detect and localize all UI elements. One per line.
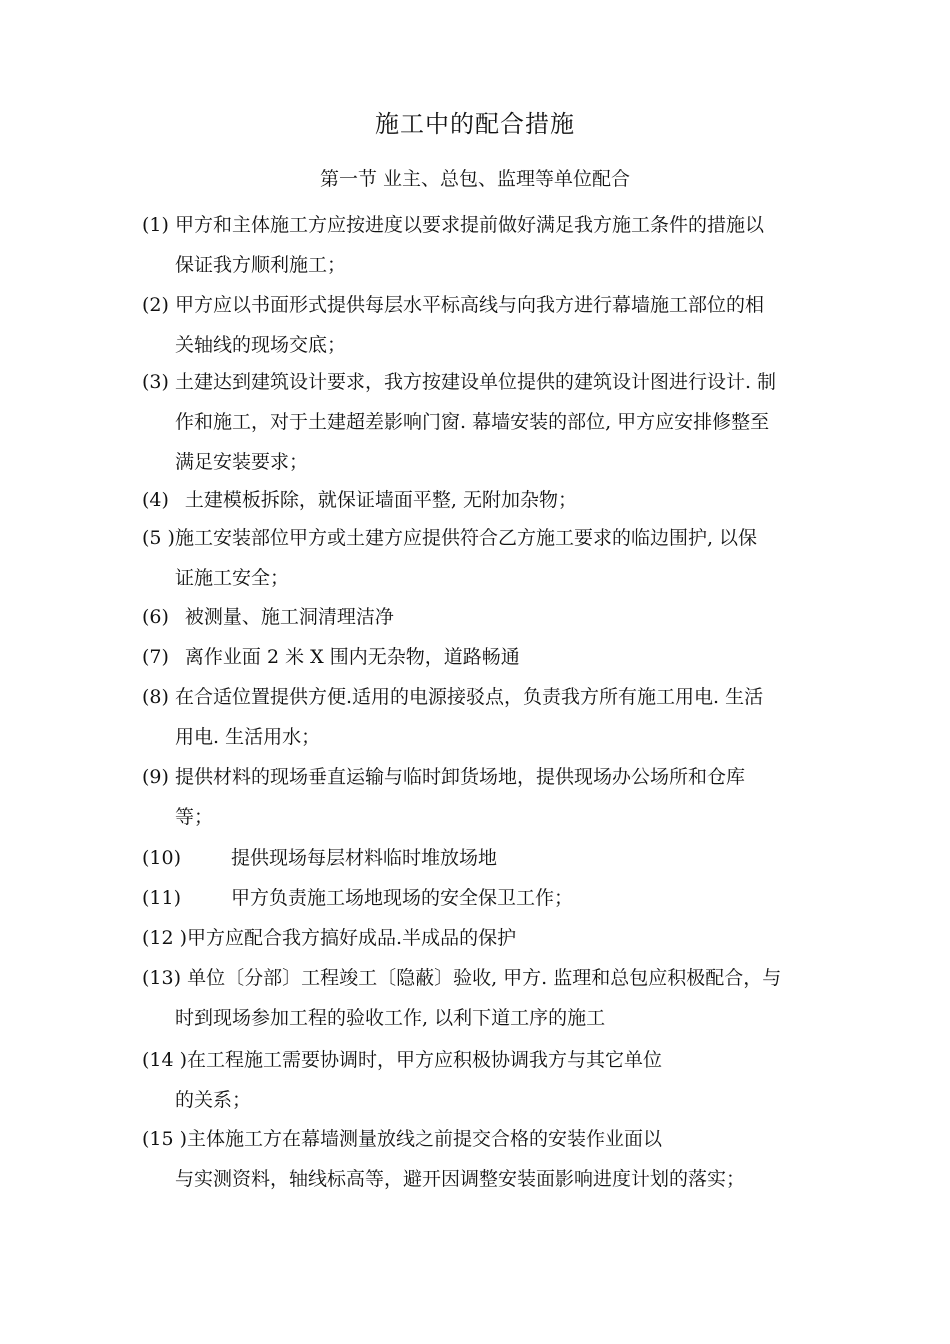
item-text: 用电. 生活用水； (175, 726, 321, 748)
item-text: 作和施工，对于土建超差影响门窗. 幕墙安装的部位, 甲方应安排修整至 (175, 411, 770, 433)
item-number: (10) (142, 847, 182, 869)
item-number: (2) (142, 294, 169, 316)
item-number: (13) (142, 967, 182, 989)
list-item (142, 362, 816, 482)
item-text: 施工安装部位甲方或土建方应提供符合乙方施工要求的临边围护, 以保 (174, 527, 758, 549)
item-number: (9) (142, 766, 169, 788)
document-title: 施工中的配合措施 (375, 110, 575, 138)
item-number: (6) (142, 606, 169, 628)
item-text: 甲方应配合我方搞好成品.半成品的保护 (187, 927, 517, 949)
section-heading: 第一节 业主、总包、监理等单位配合 (319, 168, 631, 190)
item-text: 与实测资料，轴线标高等，避开因调整安装面影响进度计划的落实； (175, 1168, 746, 1190)
list-item (142, 1040, 816, 1120)
item-text: 被测量、施工洞清理洁净 (184, 606, 394, 628)
item-text: 提供材料的现场垂直运输与临时卸货场地，提供现场办公场所和仓库 (174, 766, 745, 788)
list-item (142, 918, 816, 958)
item-text: 在工程施工需要协调时，甲方应积极协调我方与其它单位 (187, 1049, 663, 1071)
item-text: 在合适位置提供方便.适用的电源接驳点，负责我方所有施工用电. 生活 (174, 686, 764, 708)
list-item (142, 757, 816, 837)
item-text: 甲方负责施工场地现场的安全保卫工作； (231, 887, 574, 909)
item-number: (4) (142, 489, 169, 511)
list-item (142, 838, 816, 878)
list-item (142, 878, 816, 918)
item-number: (1) (142, 214, 169, 236)
item-number: (8) (142, 686, 169, 708)
item-number: (5 ) (142, 527, 175, 549)
item-text: 满足安装要求； (175, 451, 309, 473)
item-text: 离作业面 2 米 X 围内无杂物，道路畅通 (184, 646, 520, 668)
item-text: 主体施工方在幕墙测量放线之前提交合格的安装作业面以 (187, 1128, 663, 1150)
list-item (142, 285, 816, 365)
item-text: 单位〔分部〕工程竣工〔隐蔽〕验收, 甲方. 监理和总包应积极配合，与 (187, 967, 782, 989)
list-item (142, 1119, 816, 1199)
item-text: 保证我方顺利施工； (175, 254, 347, 276)
item-number: (12 ) (142, 927, 188, 949)
list-item (142, 205, 816, 285)
item-text: 证施工安全； (175, 567, 290, 589)
list-item (142, 637, 816, 677)
list-item (142, 677, 816, 757)
list-item (142, 480, 816, 520)
item-text: 甲方和主体施工方应按进度以要求提前做好满足我方施工条件的措施以 (174, 214, 764, 236)
item-text: 关轴线的现场交底； (175, 334, 347, 356)
item-text: 等； (175, 806, 214, 828)
item-text: 时到现场参加工程的验收工作, 以利下道工序的施工 (175, 1007, 606, 1029)
item-text: 土建模板拆除，就保证墙面平整, 无附加杂物； (184, 489, 578, 511)
list-item (142, 518, 816, 598)
item-text: 土建达到建筑设计要求，我方按建设单位提供的建筑设计图进行设计. 制 (174, 371, 777, 393)
list-item (142, 597, 816, 637)
item-number: (3) (142, 371, 169, 393)
item-number: (7) (142, 646, 169, 668)
item-text: 甲方应以书面形式提供每层水平标高线与向我方进行幕墙施工部位的相 (174, 294, 764, 316)
list-item (142, 958, 816, 1038)
item-number: (14 ) (142, 1049, 188, 1071)
item-text: 的关系； (175, 1089, 252, 1111)
item-number: (11) (142, 887, 182, 909)
item-text: 提供现场每层材料临时堆放场地 (231, 847, 498, 869)
item-number: (15 ) (142, 1128, 188, 1150)
